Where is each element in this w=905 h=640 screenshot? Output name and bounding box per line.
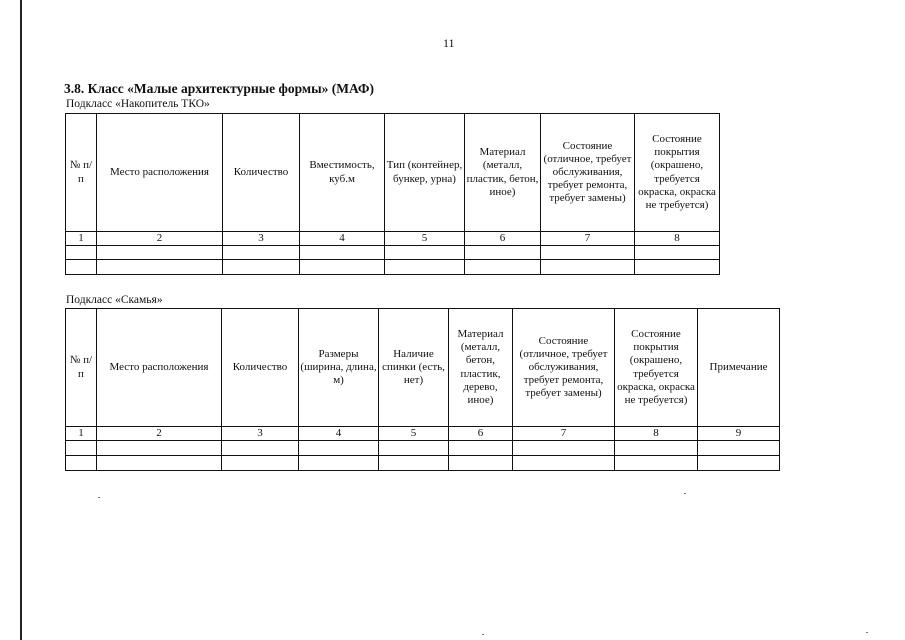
table-cell	[465, 246, 541, 260]
table-cell	[300, 260, 385, 275]
column-number: 5	[385, 232, 465, 246]
table-cell	[97, 456, 222, 471]
table-cell	[541, 246, 635, 260]
column-number: 6	[465, 232, 541, 246]
column-number: 8	[615, 427, 698, 441]
column-header: Состояние (отличное, требует обслуживания, требует ремонта, требует замены)	[513, 309, 615, 427]
column-header: Место расположения	[97, 309, 222, 427]
column-number-row	[66, 427, 780, 441]
column-header: Примечание	[698, 309, 780, 427]
subclass-label-waste-container: Подкласс «Накопитель ТКО»	[66, 98, 210, 110]
table-cell	[513, 441, 615, 456]
column-header: Наличие спинки (есть, нет)	[379, 309, 449, 427]
column-header: № п/п	[66, 114, 97, 232]
column-header: Состояние покрытия (окрашено, требуется окраска, окраска не требуется)	[635, 114, 720, 232]
column-number: 7	[541, 232, 635, 246]
table-cell	[541, 260, 635, 275]
table-cell	[635, 246, 720, 260]
table-cell	[385, 260, 465, 275]
table-cell	[635, 260, 720, 275]
bench-table	[65, 308, 780, 471]
column-number: 3	[222, 427, 299, 441]
table-cell	[698, 456, 780, 471]
table-cell	[465, 260, 541, 275]
table-row	[66, 456, 780, 471]
table-cell	[66, 260, 97, 275]
table-row	[66, 246, 720, 260]
table-cell	[97, 441, 222, 456]
subclass-label-bench: Подкласс «Скамья»	[66, 294, 163, 306]
table-cell	[223, 246, 300, 260]
scan-speck	[866, 632, 868, 633]
section-heading: 3.8. Класс «Малые архитектурные формы» (МАФ)	[64, 81, 375, 96]
table-row	[66, 260, 720, 275]
table-cell	[299, 456, 379, 471]
table-header-row	[66, 309, 780, 427]
column-number: 8	[635, 232, 720, 246]
table-cell	[66, 441, 97, 456]
column-number: 2	[97, 427, 222, 441]
table-cell	[222, 456, 299, 471]
column-header: Количество	[222, 309, 299, 427]
column-number: 4	[300, 232, 385, 246]
table-cell	[97, 246, 223, 260]
table-header-row	[66, 114, 720, 232]
column-header: Вместимость, куб.м	[300, 114, 385, 232]
column-number: 4	[299, 427, 379, 441]
table-cell	[513, 456, 615, 471]
scan-edge-line	[20, 0, 22, 640]
table-cell	[66, 246, 97, 260]
table-cell	[698, 441, 780, 456]
scan-speck	[482, 634, 484, 635]
table-cell	[379, 456, 449, 471]
column-header: Состояние покрытия (окрашено, требуется окраска, окраска не требуется)	[615, 309, 698, 427]
column-number: 1	[66, 427, 97, 441]
page-number: 11	[443, 36, 455, 50]
column-header: Материал (металл, пластик, бетон, иное)	[465, 114, 541, 232]
waste-container-table	[65, 113, 720, 275]
scan-speck	[98, 497, 100, 498]
table-cell	[223, 260, 300, 275]
column-header: Тип (контейнер, бункер, урна)	[385, 114, 465, 232]
table-cell	[615, 441, 698, 456]
table-row	[66, 441, 780, 456]
table-cell	[379, 441, 449, 456]
column-number: 9	[698, 427, 780, 441]
table-cell	[66, 456, 97, 471]
table-cell	[299, 441, 379, 456]
column-header: Материал (металл, бетон, пластик, дерево, иное)	[449, 309, 513, 427]
table-cell	[615, 456, 698, 471]
column-number: 5	[379, 427, 449, 441]
column-number: 6	[449, 427, 513, 441]
table-cell	[385, 246, 465, 260]
column-header: Размеры (ширина, длина, м)	[299, 309, 379, 427]
column-header: Состояние (отличное, требует обслуживания, требует ремонта, требует замены)	[541, 114, 635, 232]
table-cell	[449, 441, 513, 456]
column-number: 1	[66, 232, 97, 246]
column-header: № п/п	[66, 309, 97, 427]
table-cell	[449, 456, 513, 471]
column-number: 3	[223, 232, 300, 246]
table-cell	[97, 260, 223, 275]
table-cell	[300, 246, 385, 260]
column-number-row	[66, 232, 720, 246]
column-number: 7	[513, 427, 615, 441]
table-cell	[222, 441, 299, 456]
column-number: 2	[97, 232, 223, 246]
column-header: Место расположения	[97, 114, 223, 232]
scan-speck	[684, 493, 686, 494]
column-header: Количество	[223, 114, 300, 232]
